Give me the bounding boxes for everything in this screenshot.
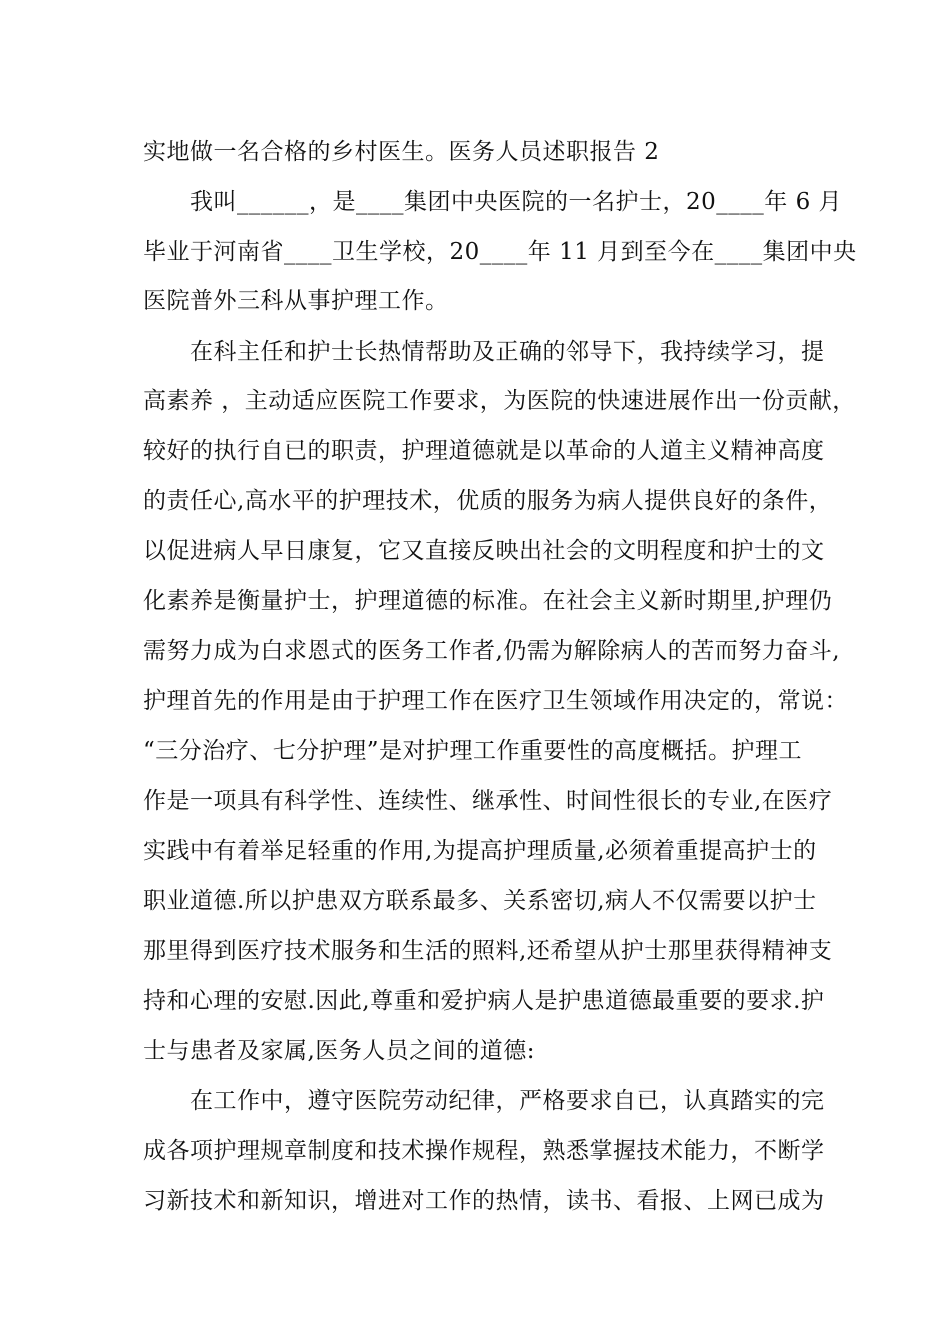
text-line: 成各项护理规章制度和技术操作规程，熟悉掌握技术能力，不断学: [143, 1138, 825, 1164]
text-line: 在工作中，遵守医院劳动纪律，严格要求自已，认真踏实的完: [190, 1088, 825, 1114]
text-line: 以促进病人早日康复，它又直接反映出社会的文明程度和护士的文: [143, 538, 825, 564]
text-line: 那里得到医疗技术服务和生活的照料,还希望从护士那里获得精神支: [143, 938, 833, 964]
text-line: 化素养是衡量护士，护理道德的标准。在社会主义新时期里,护理仍: [143, 588, 833, 614]
text-line: 职业道德.所以护患双方联系最多、关系密切,病人不仅需要以护士: [143, 888, 817, 914]
text-line: 实践中有着举足轻重的作用,为提高护理质量,必须着重提高护士的: [143, 838, 817, 864]
text-line: 的责任心,高水平的护理技术，优质的服务为病人提供良好的条件，: [143, 488, 833, 514]
text-line: 较好的执行自已的职责，护理道德就是以革命的人道主义精神高度: [143, 438, 825, 464]
text-line: 在科主任和护士长热情帮助及正确的邻导下，我持续学习，提: [190, 339, 825, 365]
text-line: 医院普外三科从事护理工作。: [143, 288, 449, 314]
text-line: 护理首先的作用是由于护理工作在医疗卫生领域作用决定的，常说：: [143, 688, 848, 714]
text-line: 作是一项具有科学性、连续性、继承性、时间性很长的专业,在医疗: [143, 788, 833, 814]
text-line: 毕业于河南省____卫生学校，20____年 11 月到至今在____集团中央: [143, 239, 857, 265]
text-line: 士与患者及家属,医务人员之间的道德:: [143, 1038, 536, 1064]
text-line: “三分治疗、七分护理”是对护理工作重要性的高度概括。护理工: [143, 738, 803, 764]
text-line: 需努力成为白求恩式的医务工作者,仍需为解除病人的苦而努力奋斗,: [143, 638, 841, 664]
text-line: 实地做一名合格的乡村医生。医务人员述职报告 2: [143, 139, 660, 165]
text-line: 高素养 ，主动适应医院工作要求，为医院的快速进展作出一份贡献，: [143, 388, 856, 414]
text-line: 持和心理的安慰.因此,尊重和爱护病人是护患道德最重要的要求.护: [143, 988, 825, 1014]
text-line: 习新技术和新知识，增进对工作的热情，读书、看报、上网已成为: [143, 1188, 825, 1214]
text-line: 我叫______，是____集团中央医院的一名护士，20____年 6 月: [190, 189, 843, 215]
